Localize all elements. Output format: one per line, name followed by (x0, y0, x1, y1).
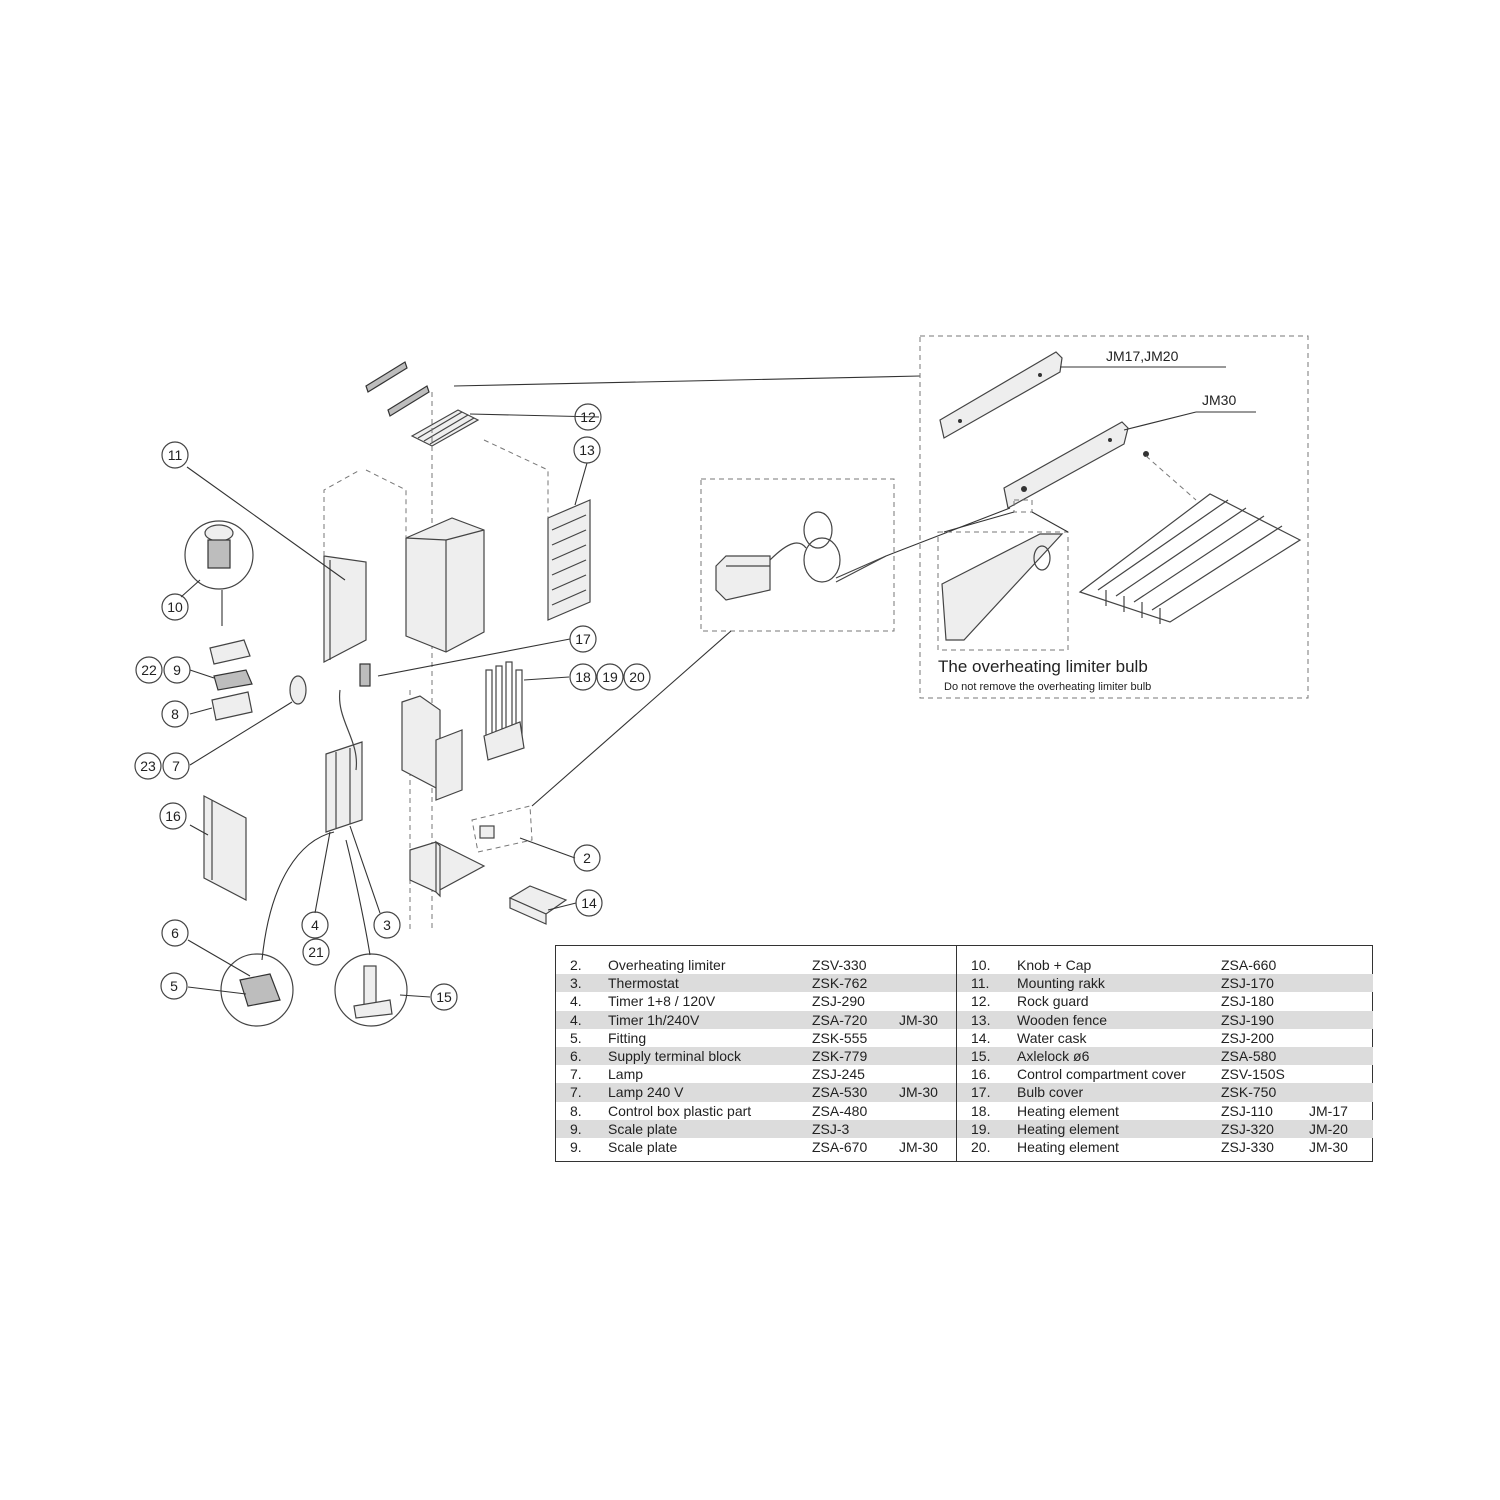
callout-15 (431, 984, 457, 1010)
cell-num: 10. (971, 957, 991, 973)
parts-table-row (957, 1120, 1373, 1138)
cell-name: Supply terminal block (608, 1047, 742, 1064)
cell-num: 18. (971, 1102, 991, 1119)
cell-name: Lamp 240 V (608, 1084, 684, 1101)
callout-18 (570, 664, 596, 690)
cell-num: 5. (570, 1029, 582, 1046)
callout-5 (161, 973, 187, 999)
cell-model: JM-30 (899, 1011, 938, 1028)
svg-text:19: 19 (602, 669, 618, 685)
svg-text:3: 3 (383, 917, 391, 933)
callout-19 (597, 664, 623, 690)
knob-detail (185, 521, 253, 626)
parts-table-row (957, 1047, 1373, 1065)
svg-text:6: 6 (171, 925, 179, 941)
parts-table-row (556, 992, 956, 1010)
parts-table-row (556, 1047, 956, 1065)
svg-text:7: 7 (172, 758, 180, 774)
cell-num: 17. (971, 1084, 991, 1101)
cell-name: Overheating limiter (608, 957, 726, 973)
cell-name: Knob + Cap (1017, 957, 1092, 973)
svg-text:2: 2 (583, 850, 591, 866)
callout-4 (302, 912, 328, 938)
cell-code: ZSA-660 (1221, 957, 1277, 973)
cell-code: ZSJ-190 (1221, 1011, 1274, 1028)
cell-code: ZSK-750 (1221, 1084, 1277, 1101)
callout-10 (162, 594, 188, 620)
cell-code: ZSJ-290 (812, 993, 865, 1010)
parts-table (555, 945, 1373, 1162)
callout-6 (162, 920, 188, 946)
limiter-detail-inset (701, 479, 894, 631)
cell-code: ZSJ-180 (1221, 993, 1274, 1010)
cell-name: Bulb cover (1017, 1084, 1084, 1101)
svg-text:12: 12 (580, 409, 596, 425)
cell-code: ZSA-580 (1221, 1047, 1277, 1064)
cell-num: 4. (570, 1011, 582, 1028)
callout-2 (574, 845, 600, 871)
control-panel-part (326, 690, 362, 832)
cell-name: Rock guard (1017, 993, 1089, 1010)
overheating-limiter-small (472, 806, 532, 852)
parts-table-row (957, 974, 1373, 992)
callout-22 (136, 657, 162, 683)
parts-table-row (556, 1029, 956, 1047)
cell-model: JM-17 (1309, 1102, 1348, 1119)
cell-name: Fitting (608, 1029, 647, 1046)
cell-code: ZSV-150S (1221, 1066, 1285, 1083)
cell-name: Heating element (1017, 1102, 1119, 1119)
parts-table-row (957, 956, 1373, 974)
parts-table-row (957, 1138, 1373, 1156)
cell-code: ZSJ-245 (812, 1066, 865, 1083)
svg-text:4: 4 (311, 917, 319, 933)
parts-table-row (556, 1011, 956, 1029)
bulb-title: The overheating limiter bulb (938, 657, 1148, 676)
parts-table-row (556, 956, 956, 974)
svg-text:8: 8 (171, 706, 179, 722)
cell-model: JM-30 (899, 1084, 938, 1101)
parts-table-left (556, 946, 957, 1161)
water-cask-part (510, 886, 566, 924)
bulb-cover-part (360, 664, 370, 686)
svg-text:23: 23 (140, 758, 156, 774)
lamp-part (290, 676, 306, 704)
cell-name: Control compartment cover (1017, 1066, 1186, 1083)
cell-num: 19. (971, 1120, 991, 1137)
cell-num: 16. (971, 1066, 991, 1083)
callout-9 (164, 657, 190, 683)
svg-text:10: 10 (167, 599, 183, 615)
parts-table-row (556, 1120, 956, 1138)
cell-num: 4. (570, 993, 582, 1010)
parts-table-row (556, 1102, 956, 1120)
cell-num: 15. (971, 1047, 991, 1064)
cell-num: 6. (570, 1047, 582, 1064)
parts-table-row (556, 1083, 956, 1101)
callout-13 (574, 437, 600, 463)
cell-name: Heating element (1017, 1120, 1119, 1137)
cell-code: ZSA-530 (812, 1084, 868, 1101)
base-plate-part (410, 842, 484, 896)
cell-code: ZSJ-320 (1221, 1120, 1274, 1137)
svg-text:5: 5 (170, 978, 178, 994)
cell-num: 20. (971, 1138, 991, 1155)
parts-table-row (957, 1065, 1373, 1083)
cell-name: Water cask (1017, 1029, 1087, 1046)
svg-text:17: 17 (575, 631, 591, 647)
heating-elements-part (484, 662, 524, 760)
cell-num: 7. (570, 1066, 582, 1083)
parts-table-row (957, 1011, 1373, 1029)
cell-code: ZSJ-200 (1221, 1029, 1274, 1046)
rock-guard-detail-inset (920, 336, 1308, 698)
cell-name: Scale plate (608, 1120, 678, 1137)
cell-num: 3. (570, 975, 582, 992)
heater-body-part (366, 470, 484, 652)
svg-text:22: 22 (141, 662, 157, 678)
parts-table-row (957, 1083, 1373, 1101)
svg-text:14: 14 (581, 895, 597, 911)
parts-table-right (957, 946, 1373, 1161)
bulb-note: Do not remove the overheating limiter bulb (944, 681, 1152, 693)
cell-code: ZSJ-330 (1221, 1138, 1274, 1155)
cell-model: JM-20 (1309, 1120, 1348, 1137)
rock-guard-plates (366, 362, 478, 446)
cell-name: Axlelock ø6 (1017, 1047, 1090, 1064)
parts-table-row (957, 992, 1373, 1010)
cell-name: Mounting rakk (1017, 975, 1105, 992)
cell-code: ZSJ-3 (812, 1120, 850, 1137)
cell-num: 9. (570, 1138, 582, 1155)
callout-17 (570, 626, 596, 652)
cell-num: 9. (570, 1120, 582, 1137)
cell-num: 14. (971, 1029, 991, 1046)
callout-3 (374, 912, 400, 938)
cell-num: 2. (570, 957, 582, 973)
cell-name: Lamp (608, 1066, 644, 1083)
mounting-rack-part (324, 470, 366, 662)
callout-8 (162, 701, 188, 727)
cell-code: ZSK-779 (812, 1047, 868, 1064)
parts-table-row (556, 974, 956, 992)
parts-table-row (556, 1138, 956, 1156)
axlelock-detail (335, 954, 407, 1026)
cell-name: Timer 1h/240V (608, 1011, 700, 1028)
cell-code: ZSA-720 (812, 1011, 868, 1028)
cell-name: Scale plate (608, 1138, 678, 1155)
cell-code: ZSK-762 (812, 975, 868, 992)
label-jm17-jm20: JM17,JM20 (1106, 348, 1179, 364)
cell-name: Control box plastic part (608, 1102, 752, 1119)
svg-text:20: 20 (629, 669, 645, 685)
cell-code: ZSA-480 (812, 1102, 868, 1119)
cell-code: ZSK-555 (812, 1029, 868, 1046)
cell-code: ZSV-330 (812, 957, 867, 973)
cell-num: 12. (971, 993, 991, 1010)
cell-name: Heating element (1017, 1138, 1119, 1155)
cell-model: JM-30 (1309, 1138, 1348, 1155)
callout-7 (163, 753, 189, 779)
svg-text:21: 21 (308, 944, 324, 960)
cell-num: 8. (570, 1102, 582, 1119)
cell-name: Timer 1+8 / 120V (608, 993, 716, 1010)
callout-20 (624, 664, 650, 690)
callout-21 (303, 939, 329, 965)
callout-11 (162, 442, 188, 468)
control-box-plastic-parts (210, 640, 252, 720)
svg-text:16: 16 (165, 808, 181, 824)
wooden-fence-part (484, 440, 590, 620)
svg-text:11: 11 (167, 447, 183, 463)
cell-code: ZSJ-110 (1221, 1102, 1273, 1119)
cell-num: 13. (971, 1011, 991, 1028)
parts-table-row (957, 1102, 1373, 1120)
parts-table-row (556, 1065, 956, 1083)
cell-name: Thermostat (608, 975, 679, 992)
svg-text:9: 9 (173, 662, 181, 678)
svg-text:13: 13 (579, 442, 595, 458)
svg-text:15: 15 (436, 989, 452, 1005)
cell-model: JM-30 (899, 1138, 938, 1155)
inner-bracket-part (402, 696, 462, 800)
cell-name: Wooden fence (1017, 1011, 1108, 1028)
control-cover-part (204, 796, 246, 900)
cell-num: 11. (971, 975, 990, 992)
cell-code: ZSA-670 (812, 1138, 868, 1155)
svg-text:18: 18 (575, 669, 591, 685)
cell-num: 7. (570, 1084, 582, 1101)
callout-16 (160, 803, 186, 829)
callout-23 (135, 753, 161, 779)
parts-table-row (957, 1029, 1373, 1047)
callout-14 (576, 890, 602, 916)
label-jm30: JM30 (1202, 392, 1237, 408)
cell-code: ZSJ-170 (1221, 975, 1274, 992)
